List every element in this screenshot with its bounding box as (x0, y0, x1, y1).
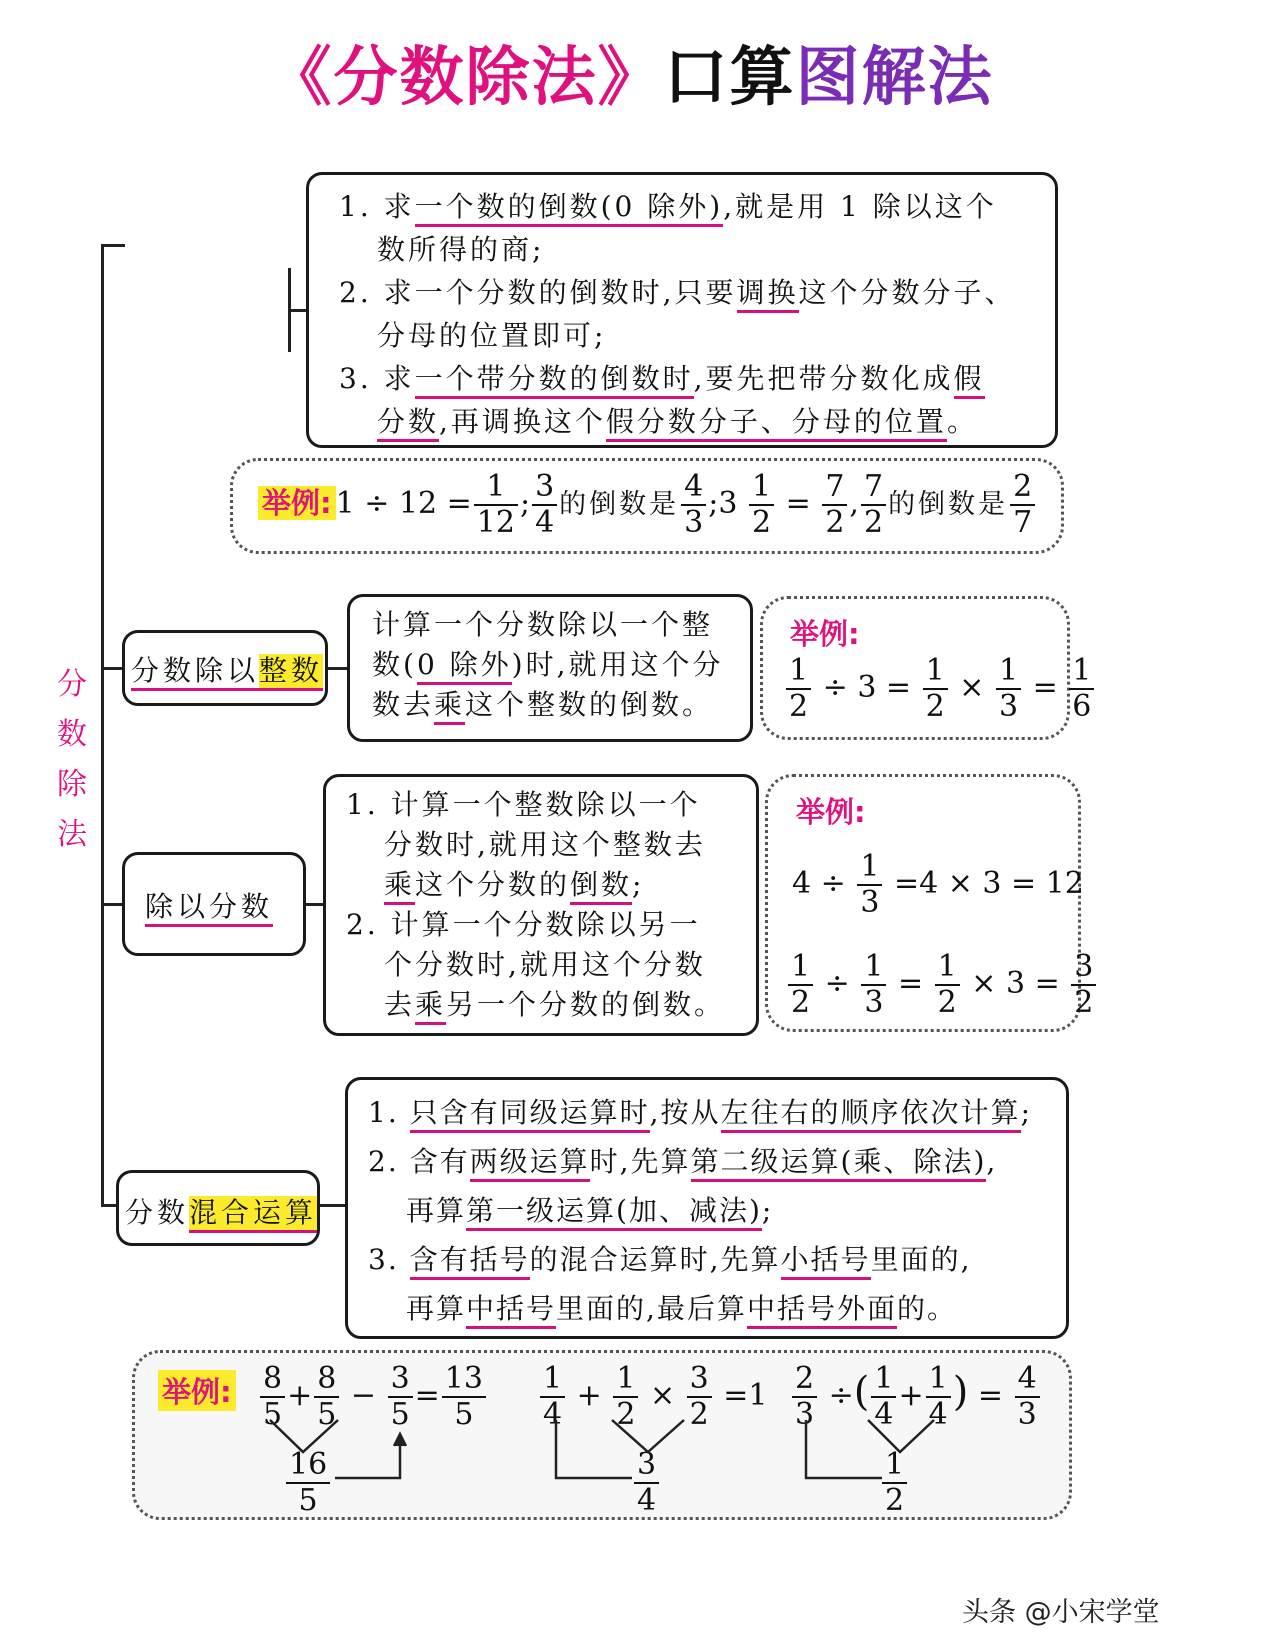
connector-v-1 (270, 1420, 338, 1452)
fraction: $\frac{1}{4}$ (926, 1362, 951, 1432)
fraction: $\frac{8}{5}$ (260, 1362, 285, 1432)
rule-line: 计算一个分数除以一个整 (372, 608, 714, 641)
title-part-2: 口算 (663, 41, 796, 115)
fraction: $\frac{1}{2}$ (788, 950, 813, 1020)
fraction: $\frac{1}{12}$ (474, 470, 518, 540)
fraction: $\frac{1}{4}$ (871, 1362, 896, 1432)
underlined-term: 假 (954, 362, 985, 399)
fraction: $\frac{3}{4}$ (532, 470, 557, 540)
side-label-char: 数 (57, 717, 87, 752)
rule-line: 再算中括号里面的,最后算中括号外面的。 (368, 1284, 1066, 1333)
underlined-term: 0 除外 (417, 648, 512, 685)
fraction: $\frac{3}{2}$ (687, 1362, 712, 1432)
side-label-char: 除 (57, 767, 87, 802)
rule-line: 分母的位置即可; (377, 319, 607, 352)
fraction: $\frac{1}{3}$ (857, 850, 882, 920)
underlined-term: 一个数的倒数(0 除外) (415, 190, 724, 227)
connector-arrowhead-1 (394, 1434, 406, 1446)
rule-line: 数(0 除外)时,就用这个分 (372, 645, 750, 685)
fraction: $\frac{1}{3}$ (996, 654, 1021, 724)
rule-line: 1. 求一个数的倒数(0 除外),就是用 1 除以这个 (339, 185, 1055, 228)
example-label: 举例: (796, 795, 866, 829)
fraction: $\frac{3}{2}$ (1071, 950, 1096, 1020)
rule-line: 数所得的商; (377, 233, 545, 266)
title-part-1: 《分数除法》 (267, 41, 664, 115)
fraction: $\frac{1}{6}$ (1069, 654, 1094, 724)
fraction: $\frac{1}{3}$ (861, 950, 886, 1020)
rule-line: 分数,再调换这个假分数分子、分母的位置。 (339, 400, 1055, 443)
fraction: $\frac{3}{4}$ (634, 1448, 659, 1518)
title-part-3: 图解法 (795, 41, 994, 115)
connector-v-3 (868, 1420, 934, 1452)
fraction: $\frac{4}{3}$ (1015, 1362, 1040, 1432)
label-highlight: 混合运算 (189, 1196, 317, 1233)
connector-l-3 (806, 1420, 882, 1478)
rule-line: 3. 求一个带分数的倒数时,要先把带分数化成假 (339, 357, 1055, 400)
example-label: 举例: (258, 486, 336, 520)
reciprocal-example: 举例: 1 ÷ 12 = $\frac{1}{12}$ ; $\frac{3}{4}$ 的倒数是 $\frac{4}{3}$ ;3 $\frac{1}{2}$ = $\frac{7}{2}$ , $\frac{7}{2}$ 的倒数是 $\frac{2}{7}$ (258, 470, 1037, 540)
fraction: $\frac{1}{2}$ (882, 1448, 907, 1518)
connector-v-2 (612, 1420, 684, 1452)
example-label: 举例: (158, 1370, 236, 1411)
rule-line: 2. 计算一个分数除以另一 (346, 908, 701, 941)
underlined-term: 假分数分子、分母的位置 (606, 405, 947, 442)
rule-line: 数去乘这个整数的倒数。 (372, 685, 750, 725)
mixed-example-1: $\frac{8}{5}$ + $\frac{8}{5}$ − $\frac{3}{5}$ = $\frac{13}{5}$ (258, 1362, 488, 1432)
fraction-div-integer-example: $\frac{1}{2}$ ÷ 3 = $\frac{1}{2}$ × $\frac{1}{3}$ = $\frac{1}{6}$ (784, 654, 1096, 724)
fraction: $\frac{4}{3}$ (681, 470, 706, 540)
divide-by-fraction-example-1: 4 ÷ $\frac{1}{3}$ =4 × 3 = 12 (792, 849, 1084, 920)
fraction: $\frac{3}{5}$ (388, 1362, 413, 1432)
rule-line: 2. 含有两级运算时,先算第二级运算(乘、除法), (368, 1137, 1066, 1186)
rule-line: 2. 求一个分数的倒数时,只要调换这个分数分子、 (339, 271, 1055, 314)
rule-line: 1. 计算一个整数除以一个 (346, 788, 701, 821)
label-text: 分数除以 (131, 654, 259, 691)
mixed-example-3: $\frac{2}{3}$ ÷( $\frac{1}{4}$ + $\frac{1}{4}$ ) = $\frac{4}{3}$ (790, 1362, 1042, 1432)
fraction: $\frac{1}{4}$ (540, 1362, 565, 1432)
label-text: 除以分数 (145, 890, 273, 927)
fraction: $\frac{1}{2}$ (749, 470, 774, 540)
rule-line: 3. 含有括号的混合运算时,先算小括号里面的, (368, 1235, 1066, 1284)
label-highlight: 整数 (259, 654, 323, 691)
fraction: $\frac{16}{5}$ (286, 1448, 330, 1518)
side-label-char: 法 (57, 817, 87, 852)
label-text: 分数 (125, 1196, 190, 1229)
fraction: $\frac{2}{7}$ (1010, 470, 1035, 540)
rule-line: 去乘另一个分数的倒数。 (346, 985, 756, 1025)
divide-by-fraction-example-2: $\frac{1}{2}$ ÷ $\frac{1}{3}$ = $\frac{1}{2}$ × 3 = $\frac{3}{2}$ (786, 950, 1098, 1020)
rule-line: 再算第一级运算(加、减法); (368, 1186, 1066, 1235)
fraction: $\frac{13}{5}$ (442, 1362, 486, 1432)
fraction: $\frac{1}{2}$ (786, 654, 811, 724)
fraction: $\frac{1}{2}$ (923, 654, 948, 724)
fraction: $\frac{7}{2}$ (861, 470, 886, 540)
connector-arrow-1 (335, 1440, 400, 1478)
mixed-example-2: $\frac{1}{4}$ + $\frac{1}{2}$ × $\frac{3}{2}$ =1 (538, 1362, 768, 1432)
side-label-char: 分 (57, 667, 87, 702)
watermark-text: 头条 @小宋学堂 (962, 1597, 1160, 1628)
example-label: 举例: (790, 617, 860, 651)
fraction: $\frac{2}{3}$ (792, 1362, 817, 1432)
fraction: $\frac{8}{5}$ (314, 1362, 339, 1432)
rule-line: 乘这个分数的倒数; (346, 865, 756, 905)
fraction: $\frac{1}{2}$ (613, 1362, 638, 1432)
rule-line: 1. 只含有同级运算时,按从左往右的顺序依次计算; (368, 1088, 1066, 1137)
underlined-term: 乘 (434, 688, 465, 725)
underlined-term: 一个带分数的倒数时 (415, 362, 694, 399)
fraction: $\frac{1}{2}$ (935, 950, 960, 1020)
rule-line: 分数时,就用这个整数去 (384, 828, 706, 861)
underlined-term: 分数 (377, 405, 439, 442)
rule-line: 个分数时,就用这个分数 (384, 948, 706, 981)
fraction: $\frac{7}{2}$ (822, 470, 847, 540)
underlined-term: 调换 (737, 276, 799, 313)
